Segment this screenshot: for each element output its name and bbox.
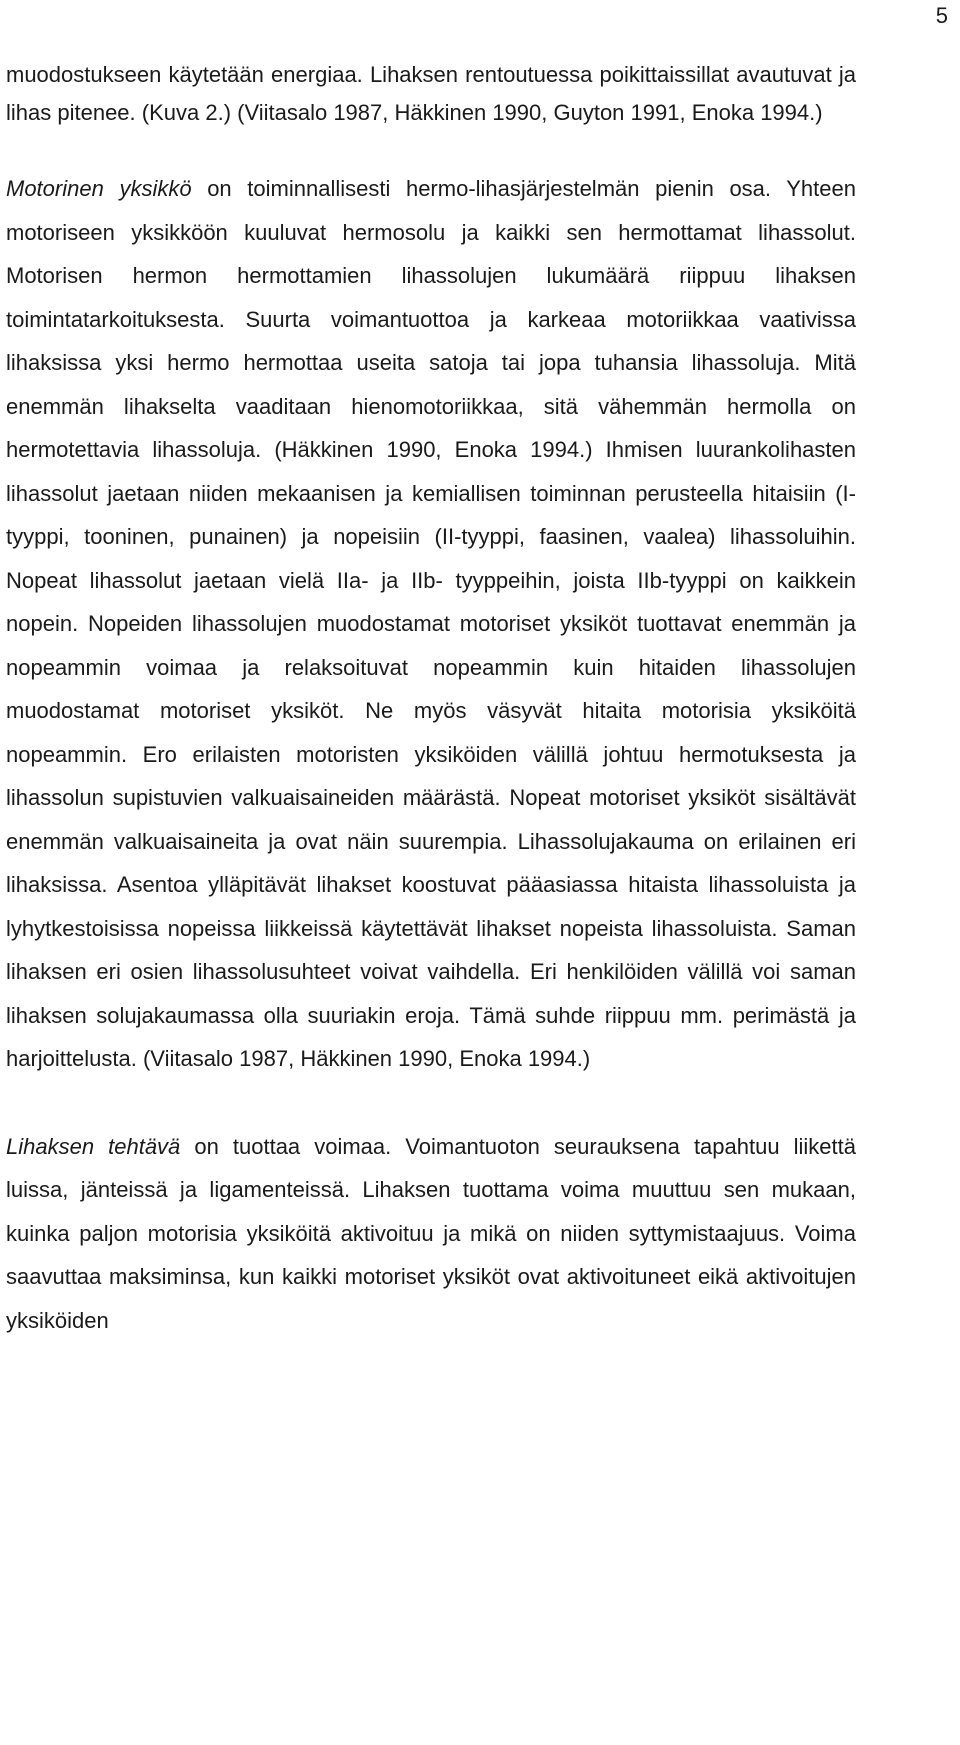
paragraph-text: on toiminnallisesti hermo-lihasjärjestelmän pienin osa. Yhteen motoriseen yksikköön kuuluvat hermosolu ja kaikki sen hermottamat lihassolut. Motorisen hermon hermottamien lihassolujen lukumäärä riippuu lihaksen toimintatarkoituksesta. Suurta voimantuottoa ja karkeaa motoriikkaa vaativissa lihaksissa yksi hermo hermottaa useita satoja tai jopa tuhansia lihassoluja. Mitä enemmän lihakselta vaaditaan hienomotoriikkaa, sitä vähemmän hermolla on hermotettavia lihassoluja. (Häkkinen 1990, Enoka 1994.) Ihmisen luurankolihasten lihassolut jaetaan niiden mekaanisen ja kemiallisen toiminnan perusteella hitaisiin (I-tyyppi, tooninen, punainen) ja nopeisiin (II-tyyppi, faasinen, vaalea) lihassoluihin. Nopeat lihassolut jaetaan vielä IIa- ja IIb- tyyppeihin, joista IIb-tyyppi on kaikkein nopein. Nopeiden lihassolujen muodostamat motoriset yksiköt tuottavat enemmän ja nopeammin voimaa ja relaksoituvat nopeammin kuin hitaiden lihassolujen muodostamat motoriset yksiköt. Ne myös väsyvät hitaita motorisia yksiköitä nopeammin. Ero erilaisten motoristen yksiköiden välillä johtuu hermotuksesta ja lihassolun supistuvien valkuaisaineiden määrästä. Nopeat motoriset yksiköt sisältävät enemmän valkuaisaineita ja ovat näin suurempia. Lihassolujakauma on erilainen eri lihaksissa. Asentoa ylläpitävät lihakset koostuvat pääasiassa hitaista lihassoluista ja lyhytkestoisissa nopeissa liikkeissä käytettävät lihakset nopeista lihassoluista. Saman lihaksen eri osien lihassolusuhteet voivat vaihdella. Eri henkilöiden välillä voi saman lihaksen solujakaumassa olla suuriakin eroja. Tämä suhde riippuu mm. perimästä ja harjoittelusta. (Viitasalo 1987, Häkkinen 1990, Enoka 1994.)	[6, 176, 856, 1071]
paragraph-muscle-relaxation	[6, 56, 856, 132]
paragraph-muscle-function	[6, 1125, 856, 1343]
term-muscle-function: Lihaksen tehtävä	[6, 1133, 181, 1159]
paragraph-text: on tuottaa voimaa. Voimantuoton seurauksena tapahtuu liikettä luissa, jänteissä ja ligamenteissä. Lihaksen tuottama voima muuttuu sen mukaan, kuinka paljon motorisia yksiköitä aktivoituu ja mikä on niiden syttymistaajuus. Voima saavuttaa maksiminsa, kun kaikki motoriset yksiköt ovat aktivoituneet eikä aktivoitujen yksiköiden	[6, 1133, 856, 1333]
paragraph-motor-unit	[6, 167, 856, 1081]
paragraph-text: muodostukseen käytetään energiaa. Lihaksen rentoutuessa poikittaissillat avautuvat ja lihas pitenee. (Kuva 2.) (Viitasalo 1987, Häkkinen 1990, Guyton 1991, Enoka 1994.)	[6, 62, 856, 125]
term-motor-unit: Motorinen yksikkö	[6, 176, 192, 201]
page-number: 5	[935, 3, 948, 28]
document-body	[6, 56, 856, 1342]
